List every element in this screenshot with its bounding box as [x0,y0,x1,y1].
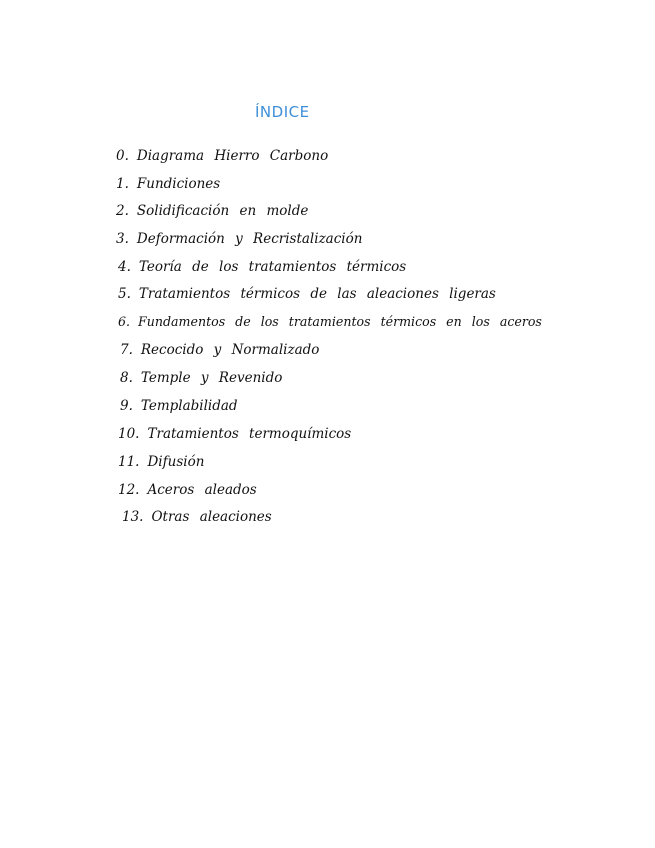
toc-entry-number: 6. [118,314,131,329]
toc-entry-number: 7. [120,342,133,358]
toc-entry-text: Tratamientos termoquímicos [147,426,352,442]
toc-entry-text: Tratamientos térmicos de las aleaciones ligeras [138,286,496,302]
toc-entry-12 [118,482,257,498]
toc-entry-text: Otras aleaciones [151,509,272,525]
toc-entry-text: Aceros aleados [147,482,257,498]
toc-entry-text: Teoría de los tratamientos térmicos [138,259,407,275]
toc-entry-number: 12. [118,482,140,498]
toc-entry-number: 11. [118,454,140,470]
toc-entry-4 [118,259,406,275]
toc-entry-number: 1. [116,176,129,192]
toc-entry-text: Templabilidad [140,398,238,414]
toc-entry-text: Fundamentos de los tratamientos térmicos en los aceros [138,314,542,329]
toc-entry-number: 0. [116,148,129,164]
toc-entry-5 [118,286,496,302]
toc-entry-text: Difusión [147,454,205,470]
toc-entry-2 [116,203,308,219]
toc-entry-text: Diagrama Hierro Carbono [136,148,329,164]
toc-entry-text: Fundiciones [136,176,221,192]
toc-entry-9 [120,398,238,414]
toc-entry-3 [116,231,362,247]
toc-entry-number: 10. [118,426,140,442]
toc-entry-text: Solidificación en molde [136,203,309,219]
toc-entry-text: Recocido y Normalizado [140,342,320,358]
toc-entry-number: 5. [118,286,131,302]
toc-entry-1 [116,176,220,192]
toc-entry-text: Deformación y Recristalización [136,231,363,247]
toc-entry-number: 2. [116,203,129,219]
index-title: ÍNDICE [255,103,310,121]
toc-entry-7 [120,342,319,358]
toc-entry-number: 13. [122,509,144,525]
toc-entry-11 [118,454,204,470]
toc-entry-8 [120,370,282,386]
toc-entry-number: 9. [120,398,133,414]
toc-entry-6 [118,314,542,330]
toc-entry-13 [122,509,272,525]
toc-entry-text: Temple y Revenido [140,370,283,386]
toc-entry-10 [118,426,351,442]
toc-entry-number: 8. [120,370,133,386]
toc-entry-number: 4. [118,259,131,275]
toc-entry-number: 3. [116,231,129,247]
toc-entry-0 [116,148,328,164]
